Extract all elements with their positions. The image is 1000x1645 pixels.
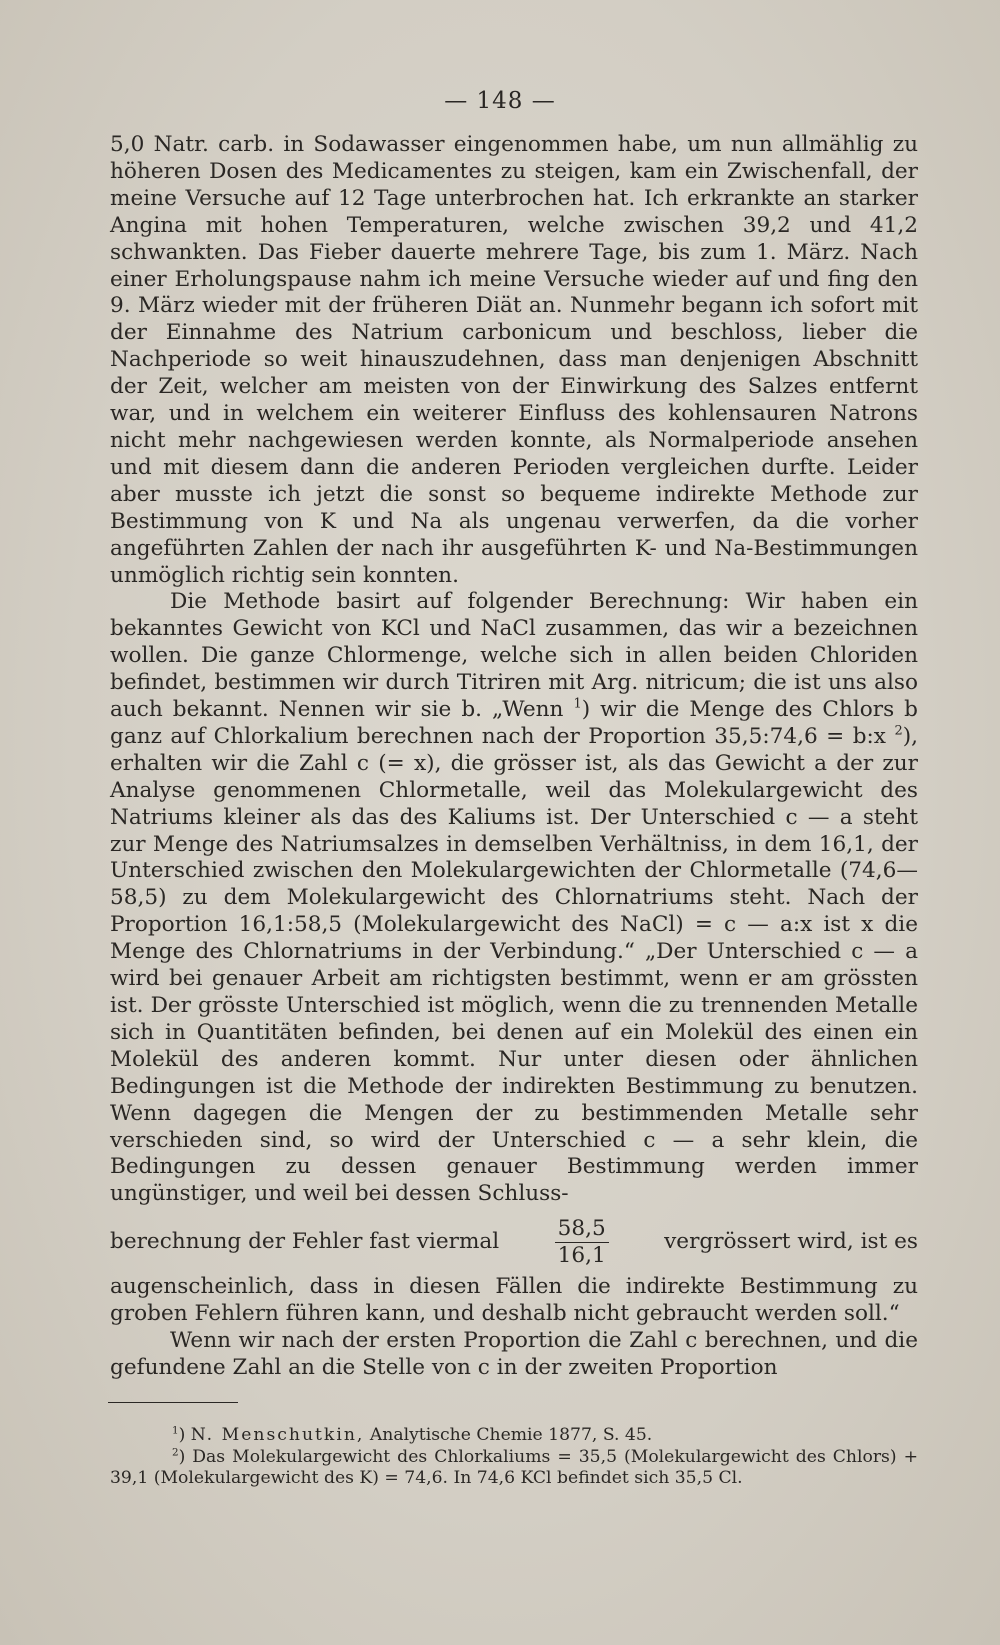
paragraph-3: Wenn wir nach der ersten Proportion die Zahl c berechnen, und die gefundene Zahl an die Stelle von c in der zweiten Proportion bbox=[110, 1328, 918, 1380]
fraction-line-before: berechnung der Fehler fast viermal bbox=[110, 1228, 500, 1254]
footnote-ref-2: 2 bbox=[894, 723, 903, 739]
fraction-line-after: vergrössert wird, ist es bbox=[664, 1228, 918, 1254]
footnote-2-text: ) Das Molekulargewicht des Chlorkaliums = 35,5 (Molekulargewicht des Chlors) + 39,1 (Molekulargewicht des K) = 74,6. In 74,6 KCl befindet sich 35,5 Cl. bbox=[110, 1446, 918, 1488]
footnote-1-author: N. Menschutkin, bbox=[190, 1425, 365, 1445]
fraction-numerator: 58,5 bbox=[555, 1216, 609, 1243]
footnote-1-text: Analytische Chemie 1877, S. 45. bbox=[364, 1425, 653, 1445]
footnote-separator bbox=[108, 1402, 238, 1403]
page-number: — 148 — bbox=[444, 88, 556, 114]
footnote-2-mark: 2 bbox=[172, 1445, 179, 1458]
paragraph-2-part-1: Die Methode basirt auf folgender Berechnung: Wir haben ein bekanntes Gewicht von KCl und NaCl zusammen, das wir a bezeichnen wollen. Die ganze Chlormenge, welche sich in allen beiden Chloriden befindet, bestimmen wir durch Titriren mit Arg. nitricum; die ist uns also auch bekannt. Nennen wir sie b. „Wenn bbox=[110, 589, 918, 723]
paragraph-2-part-2: ) wir die Menge des Chlors b ganz auf Chlorkalium berechnen nach der Proportion 35,5:74,6 = b:x bbox=[110, 697, 918, 749]
fraction-line bbox=[110, 1210, 918, 1274]
footnote-1: $^1$) N. Menschutkin, Analytische Chemie 1877, S. 45. bbox=[172, 1424, 653, 1445]
footnote-2 bbox=[110, 1447, 918, 1490]
main-text bbox=[110, 132, 918, 1382]
footnote-ref-1: 1 bbox=[573, 696, 582, 712]
footnotes bbox=[110, 1425, 918, 1490]
paragraph-2-part-3: ), erhalten wir die Zahl c (= x), die grösser ist, als das Gewicht a der zur Analyse genommenen Chlormetalle, weil das Molekulargewicht des Natriums kleiner als das des Kaliums ist. Der Unterschied c — a steht zur Menge des Natriumsalzes in demselben Verhältniss, in dem 16,1, der Unterschied zwischen den Molekulargewichten der Chlormetalle (74,6—58,5) zu dem Molekulargewicht des Chlornatriums steht. Nach der Proportion 16,1:58,5 (Molekulargewicht des NaCl) = c — a:x ist x die Menge des Chlornatriums in der Verbindung.“ „Der Unterschied c — a wird bei genauer Arbeit am richtigsten bestimmt, wenn er am grössten ist. Der grösste Unterschied ist möglich, wenn die zu trennenden Metalle sich in Quantitäten befinden, bei denen auf ein Molekül des einen ein Molekül des anderen kommt. Nur unter diesen oder ähnlichen Bedingungen ist die Methode der indirekten Bestimmung zu benutzen. Wenn dagegen die Mengen der zu bestimmenden Metalle sehr verschieden sind, so wird der Unterschied c — a sehr klein, die Bedingungen zu dessen genauer Bestimmung werden immer ungünstiger, und weil bei dessen Schluss- bbox=[110, 723, 918, 1207]
paragraph-2-part-4: augenscheinlich, dass in diesen Fällen die indirekte Bestimmung zu groben Fehlern führen kann, und deshalb nicht gebraucht werden soll.“ bbox=[110, 1274, 918, 1327]
paragraph-2 bbox=[110, 589, 918, 1208]
fraction bbox=[555, 1216, 609, 1269]
paragraph-1: 5,0 Natr. carb. in Sodawasser eingenommen habe, um nun allmählig zu höheren Dosen des Medicamentes zu steigen, kam ein Zwischenfall, der meine Versuche auf 12 Tage unterbrochen hat. Ich erkrankte an starker Angina mit hohen Temperaturen, welche zwischen 39,2 und 41,2 schwankten. Das Fieber dauerte mehrere Tage, bis zum 1. März. Nach einer Erholungspause nahm ich meine Versuche wieder auf und fing den 9. März wieder mit der früheren Diät an. Nunmehr begann ich sofort mit der Einnahme des Natrium carbonicum und beschloss, lieber die Nachperiode so weit hinauszudehnen, dass man denjenigen Abschnitt der Zeit, welcher am meisten von der Einwirkung des Salzes entfernt war, und in welchem ein weiterer Einfluss des kohlensauren Natrons nicht mehr nachgewiesen werden konnte, als Normalperiode ansehen und mit diesem dann die anderen Perioden vergleichen durfte. Leider aber musste ich jetzt die sonst so bequeme indirekte Methode zur Bestimmung von K und Na als ungenau verwerfen, da die vorher angeführten Zahlen der nach ihr ausgeführten K- und Na-Bestimmungen unmöglich richtig sein konnten. bbox=[110, 132, 918, 588]
fraction-denominator: 16,1 bbox=[557, 1242, 606, 1268]
footnote-1-mark: 1 bbox=[172, 1424, 179, 1437]
